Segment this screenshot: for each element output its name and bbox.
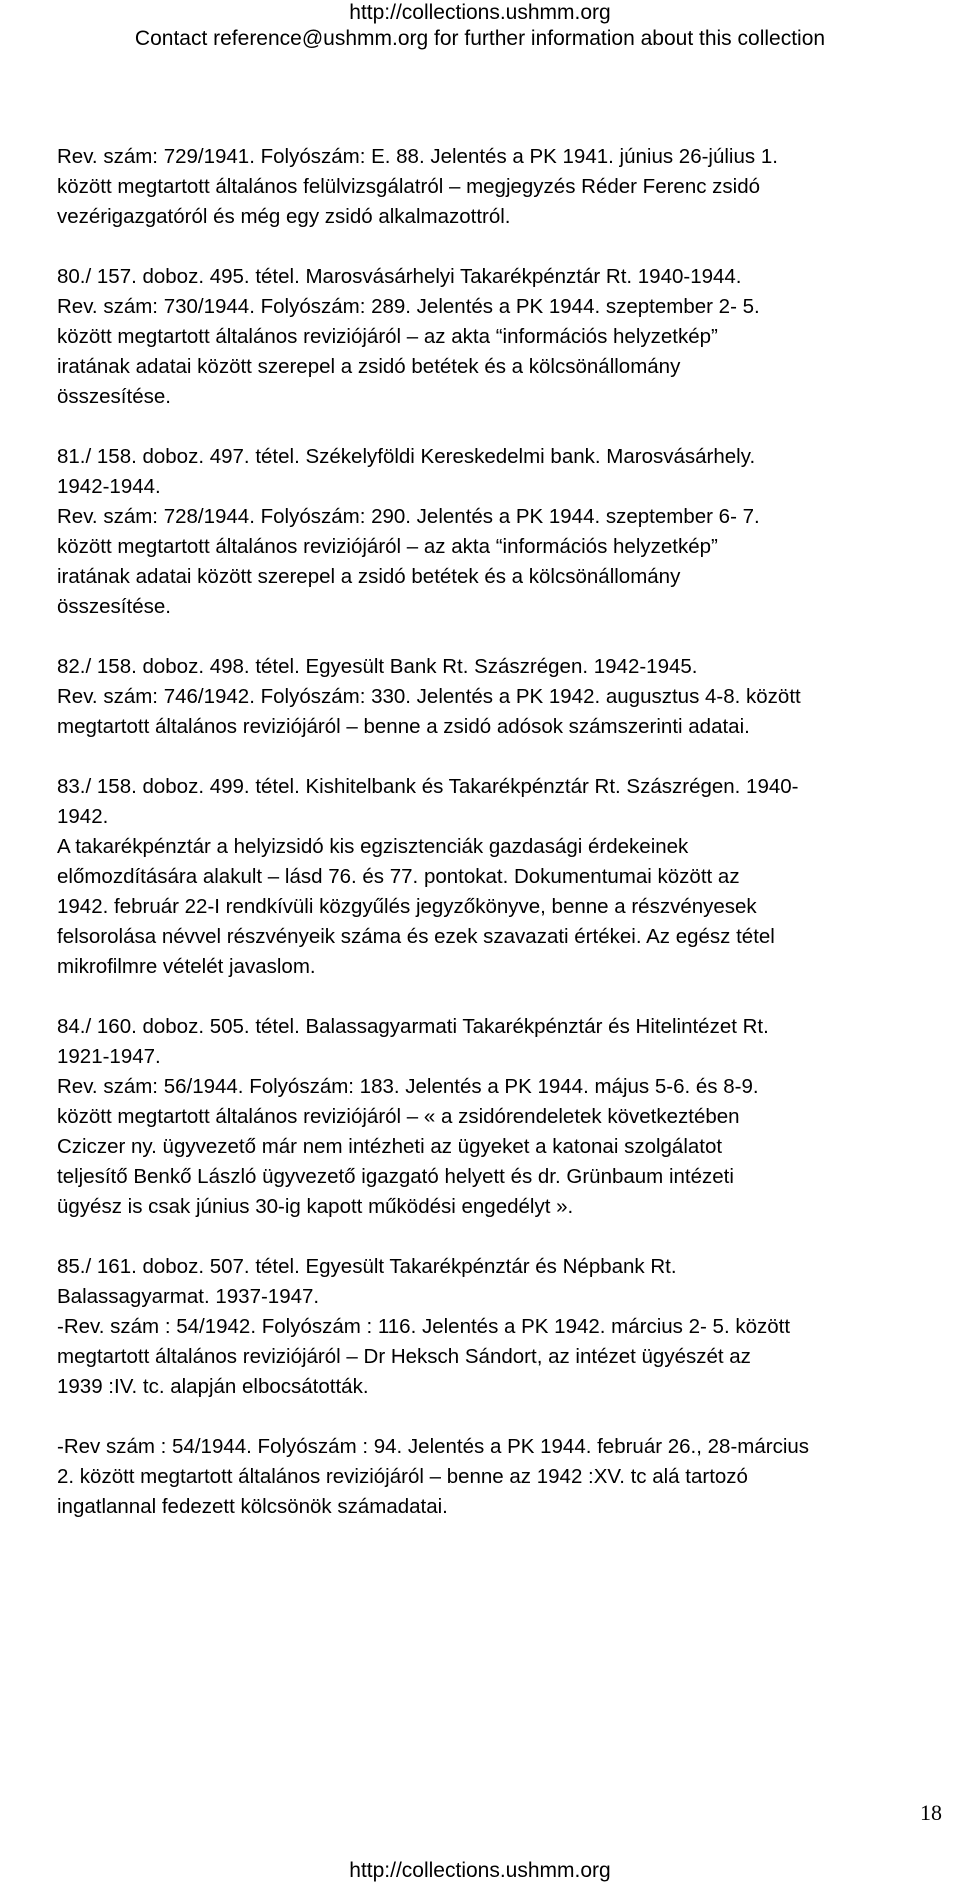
- entry-82: 82./ 158. doboz. 498. tétel. Egyesült Bank Rt. Szászrégen. 1942-1945. Rev. szám: 746/1942. Folyószám: 330. Jelentés a PK 1942. augusztus 4-8. között megtartott általános reviziójáról – benne a zsidó adósok számszerinti adatai.: [57, 655, 801, 738]
- entry-rev-729: Rev. szám: 729/1941. Folyószám: E. 88. Jelentés a PK 1941. június 26-július 1. között megtartott általános felülvizsgálatról – megjegyzés Réder Ferenc zsidó vezérigazgatóról és még egy zsidó alkalmazottról.: [57, 145, 778, 228]
- footer-url: http://collections.ushmm.org: [349, 1859, 611, 1882]
- entry-83: 83./ 158. doboz. 499. tétel. Kishitelbank és Takarékpénztár Rt. Szászrégen. 1940- 1942. A takarékpénztár a helyizsidó kis egzisztenciák gazdasági érdekeinek előmozdítására alakult – lásd 76. és 77. pontokat. Dokumentumai között az 1942. február 22-I rendkívüli közgyűlés jegyzőkönyve, benne a részvényesek felsorolása névvel részvényeik száma és ezek szavazati értékei. Az egész tétel mikrofilmre vételét javaslom.: [57, 775, 799, 978]
- document-body: [57, 142, 957, 1552]
- entry-81: 81./ 158. doboz. 497. tétel. Székelyföldi Kereskedelmi bank. Marosvásárhely. 1942-1944. Rev. szám: 728/1944. Folyószám: 290. Jelentés a PK 1944. szeptember 6- 7. között megtartott általános reviziójáról – az akta “információs helyzetkép” iratának adatai között szerepel a zsidó betétek és a kölcsönállomány összesítése.: [57, 445, 760, 618]
- header-url: http://collections.ushmm.org: [349, 1, 611, 24]
- entry-84: 84./ 160. doboz. 505. tétel. Balassagyarmati Takarékpénztár és Hitelintézet Rt. 1921-1947. Rev. szám: 56/1944. Folyószám: 183. Jelentés a PK 1944. május 5-6. és 8-9. között megtartott általános reviziójáról – « a zsidórendeletek következtében Cziczer ny. ügyvezető már nem intézheti az ügyeket a katonai szolgálatot teljesítő Benkő László ügyvezető igazgató helyett és dr. Grünbaum intézeti ügyész is csak június 30-ig kapott működési engedélyt ».: [57, 1015, 769, 1218]
- entry-85: 85./ 161. doboz. 507. tétel. Egyesült Takarékpénztár és Népbank Rt. Balassagyarmat. 1937-1947. -Rev. szám : 54/1942. Folyószám : 116. Jelentés a PK 1942. március 2- 5. között megtartott általános reviziójáról – Dr Heksch Sándort, az intézet ügyészét az 1939 :IV. tc. alapján elbocsátották.: [57, 1255, 791, 1398]
- entry-rev-54-1944: -Rev szám : 54/1944. Folyószám : 94. Jelentés a PK 1944. február 26., 28-március 2. között megtartott általános reviziójáról – benne az 1942 :XV. tc alá tartozó ingatlannal fedezett kölcsönök számadatai.: [57, 1435, 810, 1518]
- header-contact-note: Contact reference@ushmm.org for further information about this collection: [134, 27, 826, 50]
- entry-80: 80./ 157. doboz. 495. tétel. Marosvásárhelyi Takarékpénztár Rt. 1940-1944. Rev. szám: 730/1944. Folyószám: 289. Jelentés a PK 1944. szeptember 2- 5. között megtartott általános reviziójáról – az akta “információs helyzetkép” iratának adatai között szerepel a zsidó betétek és a kölcsönállomány összesítése.: [57, 265, 760, 408]
- page-number: 18: [920, 1800, 942, 1825]
